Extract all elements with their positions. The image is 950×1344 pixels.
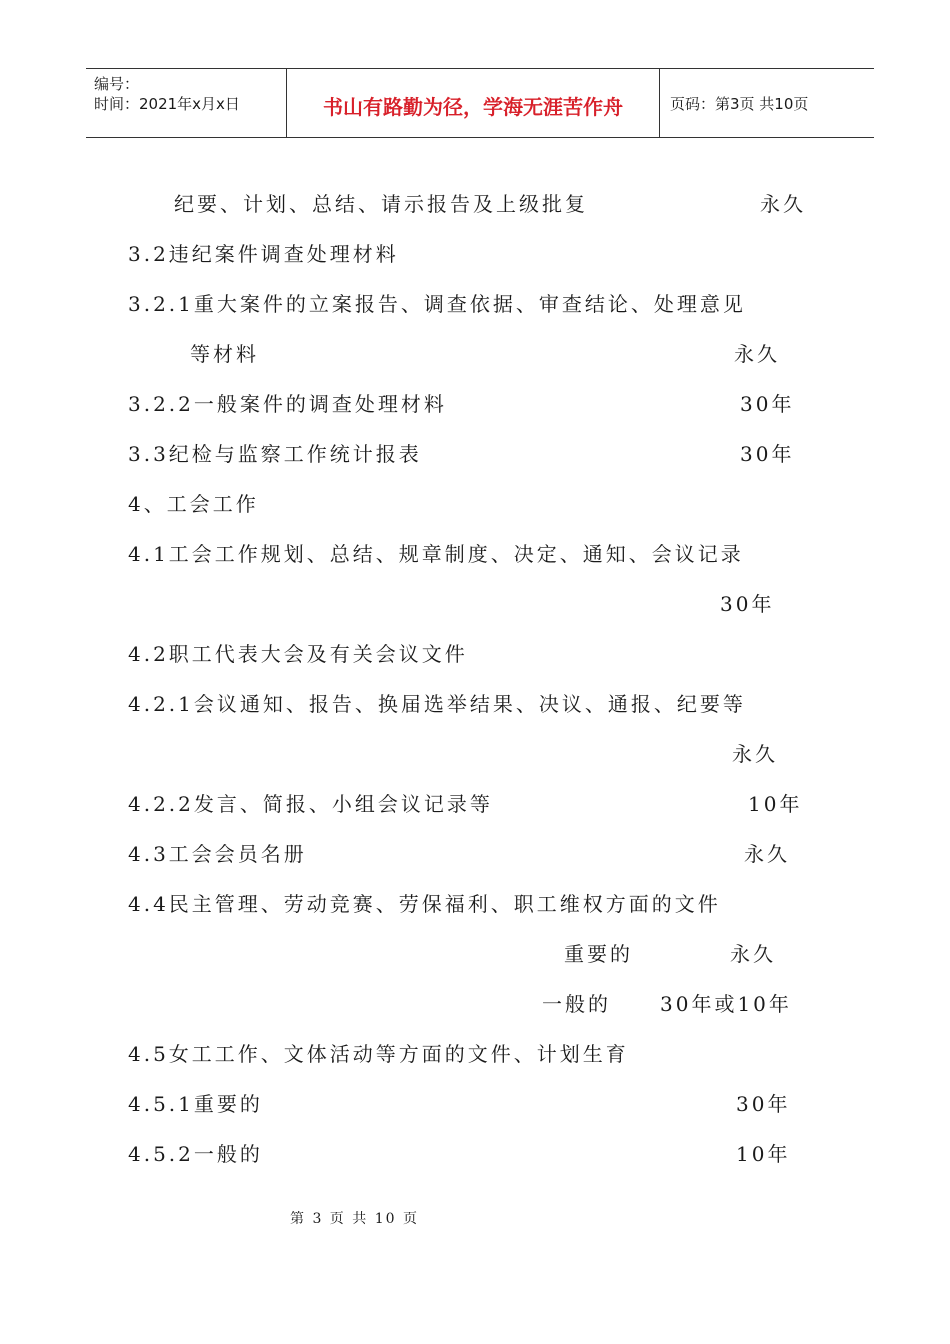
entry-period: 30年或10年 (660, 992, 792, 1016)
page-header (86, 68, 874, 138)
header-page-cell (660, 69, 874, 137)
entry-period: 永久 (730, 942, 776, 966)
entry-text: 纪要、计划、总结、请示报告及上级批复 (174, 192, 588, 216)
entry-text: 4.4民主管理、劳动竞赛、劳保福利、职工维权方面的文件 (128, 892, 721, 916)
entry-text: 4.5.2一般的 (128, 1142, 263, 1166)
entry-period: 10年 (736, 1142, 791, 1166)
entry-text: 3.2.1重大案件的立案报告、调查依据、审查结论、处理意见 (128, 292, 746, 316)
entry-text: 4.2.2发言、简报、小组会议记录等 (128, 792, 493, 816)
entry-period: 永久 (744, 842, 790, 866)
entry-period: 永久 (734, 342, 780, 366)
section-heading: 4、工会工作 (128, 492, 259, 516)
header-page-number: 页码：第3页 共10页 (670, 95, 809, 113)
page-footer: 第 3 页 共 10 页 (290, 1211, 419, 1227)
entry-period: 永久 (760, 192, 806, 216)
entry-period: 10年 (748, 792, 803, 816)
entry-period: 30年 (720, 592, 775, 616)
entry-text: 4.2职工代表大会及有关会议文件 (128, 642, 468, 666)
document-time-label: 时间：2021年x月x日 (94, 95, 240, 113)
entry-text: 等材料 (190, 342, 259, 366)
header-motto-cell (286, 69, 660, 137)
entry-text: 3.2.2一般案件的调查处理材料 (128, 392, 447, 416)
header-motto: 书山有路勤为径，学海无涯苦作舟 (323, 95, 623, 119)
entry-period: 30年 (740, 442, 795, 466)
entry-period: 永久 (732, 742, 778, 766)
entry-text: 3.2违纪案件调查处理材料 (128, 242, 399, 266)
entry-text: 4.1工会工作规划、总结、规章制度、决定、通知、会议记录 (128, 542, 744, 566)
entry-period: 30年 (736, 1092, 791, 1116)
entry-text: 4.5女工工作、文体活动等方面的文件、计划生育 (128, 1042, 629, 1066)
entry-text: 3.3纪检与监察工作统计报表 (128, 442, 422, 466)
entry-text: 重要的 (564, 942, 633, 966)
entry-text: 4.3工会会员名册 (128, 842, 307, 866)
entry-text: 4.2.1会议通知、报告、换届选举结果、决议、通报、纪要等 (128, 692, 746, 716)
entry-period: 30年 (740, 392, 795, 416)
entry-text: 一般的 (542, 992, 611, 1016)
header-meta (86, 69, 286, 137)
document-number-label: 编号： (94, 75, 140, 93)
entry-text: 4.5.1重要的 (128, 1092, 263, 1116)
